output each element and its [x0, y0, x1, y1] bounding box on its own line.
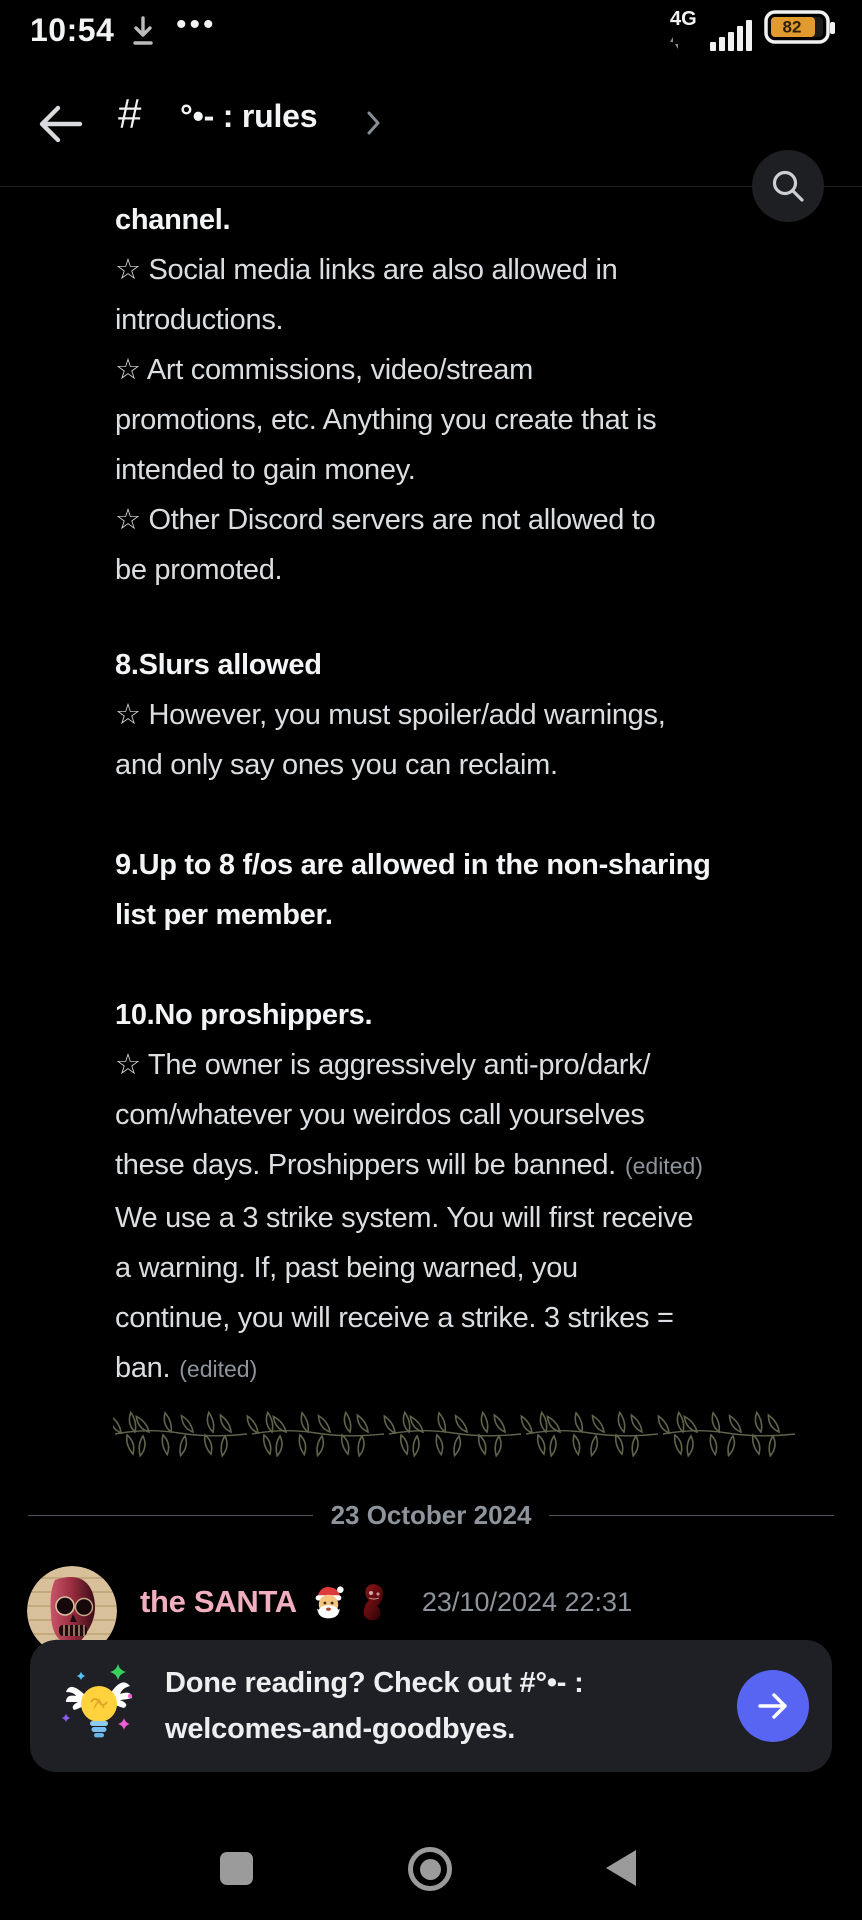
cta-text	[165, 1640, 584, 1772]
rules-message-line: ☆ Other Discord servers are not allowed to	[115, 504, 656, 536]
notification-dots-icon: •••	[176, 8, 217, 41]
arrow-right-icon	[755, 1688, 791, 1724]
rules-message-line: ☆ However, you must spoiler/add warnings,	[115, 699, 666, 731]
channel-header	[0, 62, 862, 187]
date-divider-label: 23 October 2024	[330, 1499, 532, 1530]
rules-message-line: ☆ The owner is aggressively anti-pro/dark/	[115, 1049, 651, 1081]
back-button[interactable]	[34, 102, 86, 146]
status-bar	[0, 0, 862, 62]
rules-heading-proshippers: 10.No proshippers.	[115, 999, 373, 1031]
signal-strength-icon	[710, 17, 752, 51]
rules-message-line: intended to gain money.	[115, 454, 416, 486]
edited-label: (edited)	[179, 1356, 258, 1382]
divider-line	[28, 1515, 313, 1516]
rules-message-line: promotions, etc. Anything you create that is	[115, 404, 657, 436]
divider-line	[549, 1515, 834, 1516]
rules-heading-slurs: 8.Slurs allowed	[115, 649, 322, 681]
android-nav-bar	[0, 1838, 862, 1900]
network-type-icon: 4G	[666, 8, 702, 52]
rules-message-line: these days. Proshippers will be banned. (edited)	[115, 1149, 703, 1181]
winged-lightbulb-icon	[58, 1662, 144, 1755]
message-timestamp: 23/10/2024 22:31	[421, 1586, 633, 1617]
cta-line-1: Done reading? Check out #°•- :	[165, 1667, 584, 1699]
download-icon	[128, 16, 158, 53]
battery-icon	[764, 10, 836, 51]
message-header	[140, 1580, 632, 1624]
rules-message-line: be promoted.	[115, 554, 283, 586]
chevron-right-icon	[366, 110, 382, 141]
rules-message-line: com/whatever you weirdos call yourselves	[115, 1099, 645, 1131]
cta-line-2: welcomes-and-goodbyes.	[165, 1713, 516, 1745]
recent-apps-button[interactable]	[220, 1852, 253, 1885]
channel-hash-icon: #	[118, 90, 142, 137]
santa-emoji	[310, 1584, 347, 1621]
channel-cta-card[interactable]	[30, 1640, 832, 1772]
rules-message-line: channel.	[115, 204, 231, 236]
username[interactable]: the SANTA	[140, 1584, 297, 1619]
strike-message-line: continue, you will receive a strike. 3 strikes =	[115, 1302, 674, 1334]
creature-emoji	[360, 1582, 388, 1622]
rules-message-line: introductions.	[115, 304, 284, 336]
home-button[interactable]	[408, 1847, 452, 1891]
strike-message-line: We use a 3 strike system. You will first receive	[115, 1202, 694, 1234]
android-back-button[interactable]	[606, 1850, 636, 1886]
battery-percent-text: 82	[782, 17, 802, 36]
clock: 10:54	[30, 12, 115, 48]
strike-message-line: a warning. If, past being warned, you	[115, 1252, 578, 1284]
rules-message-line: ☆ Social media links are also allowed in	[115, 254, 618, 286]
strike-message-line: ban. (edited)	[115, 1352, 258, 1384]
channel-title[interactable]: °•- : rules	[180, 98, 318, 134]
go-to-channel-button[interactable]	[737, 1670, 809, 1742]
rules-heading-fos: 9.Up to 8 f/os are allowed in the non-sharing	[115, 849, 711, 881]
message-list	[0, 187, 862, 1460]
date-divider	[0, 1495, 862, 1535]
rules-message-line: list per member.	[115, 899, 333, 931]
rules-message-line: and only say ones you can reclaim.	[115, 749, 558, 781]
vine-divider-image	[113, 1404, 801, 1460]
rules-message-line: ☆ Art commissions, video/stream	[115, 354, 533, 386]
edited-label: (edited)	[624, 1153, 703, 1179]
status-right-cluster	[666, 8, 836, 52]
